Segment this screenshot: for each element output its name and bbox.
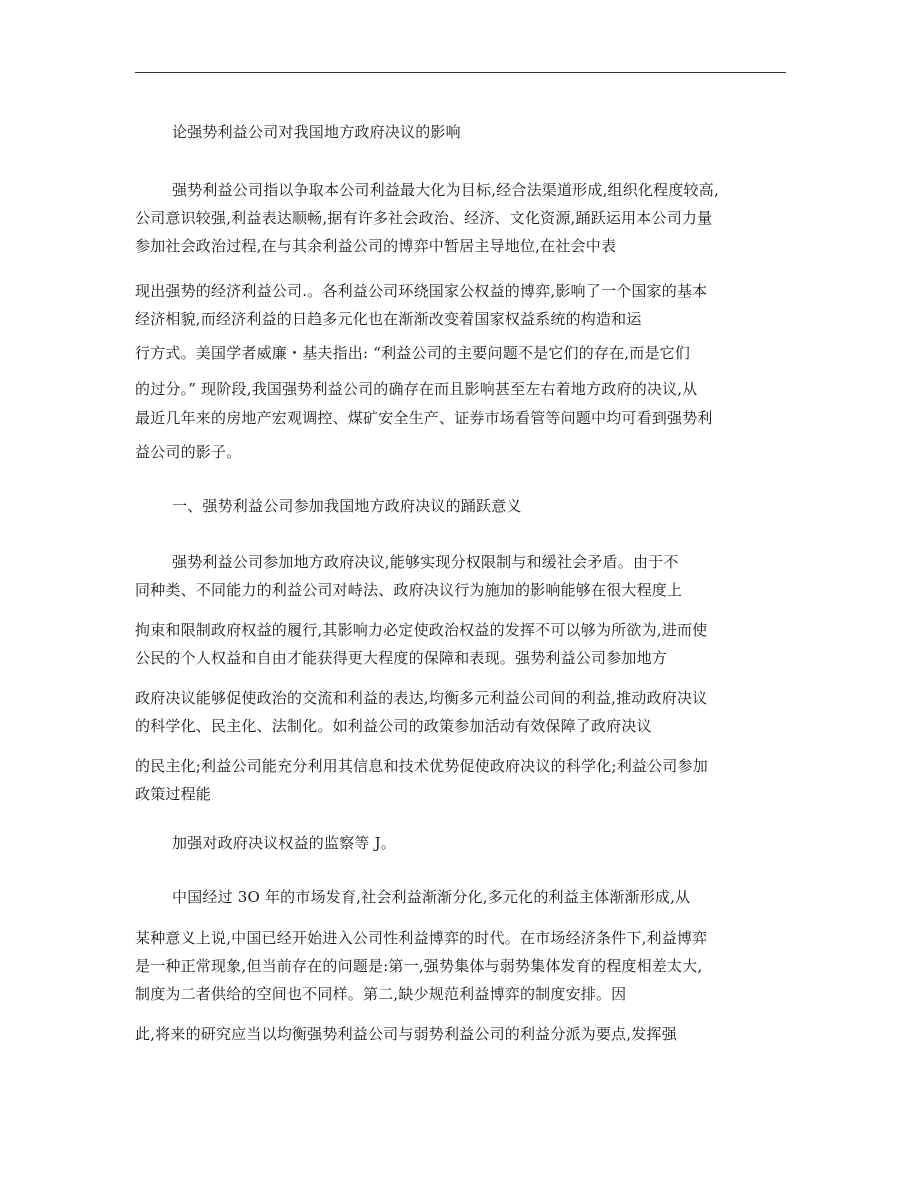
text-line: 公司意识较强,利益表达顺畅,据有许多社会政治、经济、文化资源,踊跃运用本公司力量 [135,209,713,227]
text-line: 政策过程能 [135,785,212,803]
text-line: 益公司的影子。 [135,443,242,461]
text-line: 政府决议能够促使政治的交流和利益的表达,均衡多元利益公司间的利益,推动政府决议 [135,689,708,707]
text-line: 强势利益公司指以争取本公司利益最大化为目标,经合法渠道形成,组织化程度较高, [172,181,719,199]
text-line: 加强对政府决议权益的监察等 J。 [172,834,396,852]
text-line: 制度为二者供给的空间也不同样。第二,缺少规范利益博弈的制度安排。因 [135,985,627,1003]
text-line: 的民主化;利益公司能充分利用其信息和技术优势促使政府决议的科学化;利益公司参加 [135,757,708,775]
text-line: 现出强势的经济利益公司.。各利益公司环绕国家公权益的博弈,影响了一个国家的基本 [135,282,708,300]
text-line: 的过分。” 现阶段,我国强势利益公司的确存在而且影响甚至左右着地方政府的决议,从 [135,380,698,398]
text-line: 此,将来的研究应当以均衡强势利益公司与弱势利益公司的利益分派为要点,发挥强 [135,1025,677,1043]
section-heading: 一、强势利益公司参加我国地方政府决议的踊跃意义 [172,497,522,515]
header-rule [135,72,786,73]
text-line: 公民的个人权益和自由才能获得更大程度的保障和表现。强势利益公司参加地方 [135,649,668,667]
text-line: 拘束和限制政府权益的履行,其影响力必定使政治权益的发挥不可以够为所欲为,进而使 [135,621,708,639]
text-line: 参加社会政治过程,在与其余利益公司的博弈中暂居主导地位,在社会中表 [135,237,617,255]
text-line: 同种类、不同能力的利益公司对峙法、政府决议行为施加的影响能够在很大程度上 [135,581,683,599]
text-line: 强势利益公司参加地方政府决议,能够实现分权限制与和缓社会矛盾。由于不 [172,553,679,571]
document-title: 论强势利益公司对我国地方政府决议的影响 [172,123,461,141]
text-line: 是一种正常现象,但当前存在的问题是:第一,强势集体与弱势集体发育的程度相差太大, [135,957,703,975]
text-line: 行方式。美国学者威廉・基夫指出: “利益公司的主要问题不是它们的存在,而是它们 [135,344,691,362]
text-line: 中国经过 3O 年的市场发育,社会利益渐渐分化,多元化的利益主体渐渐形成,从 [172,888,691,906]
text-line: 经济相貌,而经济利益的日趋多元化也在渐渐改变着国家权益系统的构造和运 [135,310,642,328]
text-line: 的科学化、民主化、法制化。如利益公司的政策参加活动有效保障了政府决议 [135,717,652,735]
text-line: 某种意义上说,中国已经开始进入公司性利益博弈的时代。在市场经济条件下,利益博弈 [135,929,708,947]
text-line: 最近几年来的房地产宏观调控、煤矿安全生产、证券市场看管等问题中均可看到强势利 [135,409,713,427]
